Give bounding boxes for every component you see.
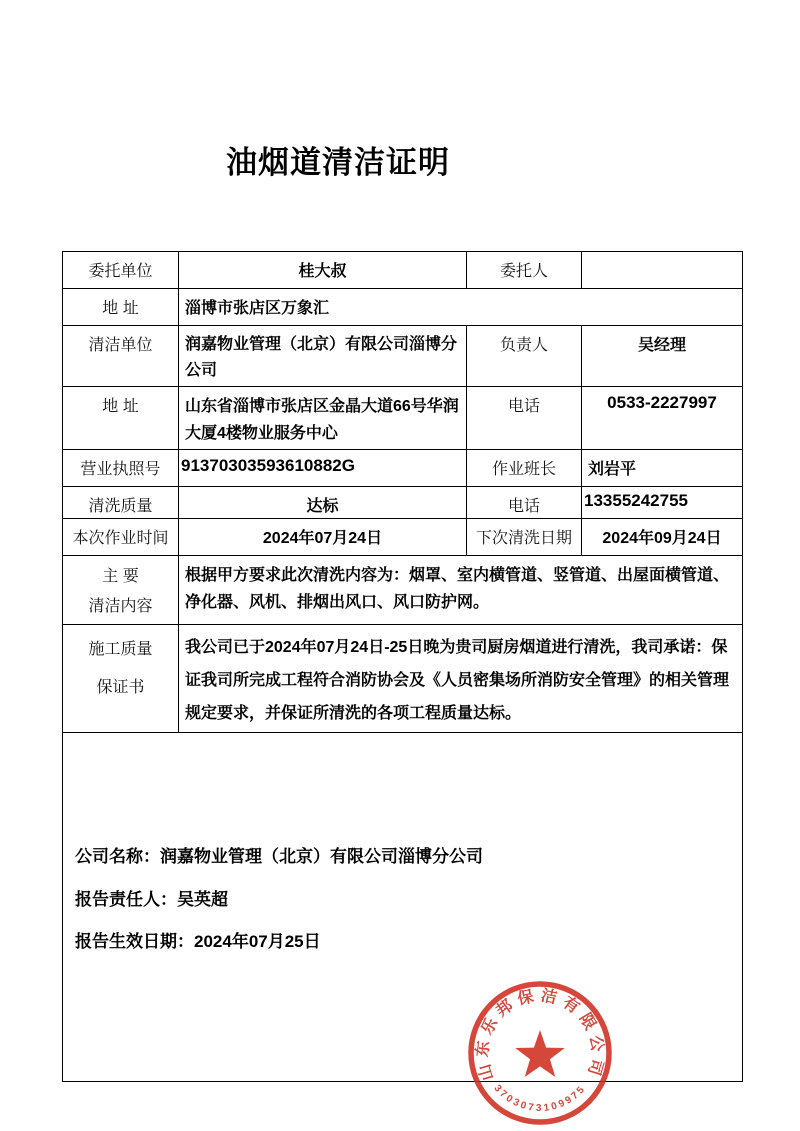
main-content-label-line2: 清洁内容 bbox=[88, 598, 153, 615]
main-content-value: 根据甲方要求此次清洗内容为：烟罩、室内横管道、竖管道、出屋面横管道、净化器、风机、排烟出风口、风口防护网。 bbox=[179, 556, 743, 625]
quality-value: 达标 bbox=[179, 487, 467, 519]
row-cleaner-address bbox=[63, 387, 743, 450]
row-cleaner bbox=[63, 326, 743, 387]
manager-label: 负责人 bbox=[467, 326, 582, 387]
row-guarantee bbox=[63, 625, 743, 733]
work-time-label: 本次作业时间 bbox=[63, 519, 179, 556]
client-value: 桂大叔 bbox=[179, 252, 467, 289]
main-content-label bbox=[63, 556, 179, 625]
row-main-content bbox=[63, 556, 743, 625]
principal-value bbox=[582, 252, 743, 289]
seal-star-icon bbox=[515, 1030, 564, 1077]
next-clean-label: 下次清洗日期 bbox=[467, 519, 582, 556]
license-label: 营业执照号 bbox=[63, 450, 179, 487]
work-time-value: 2024年07月24日 bbox=[179, 519, 467, 556]
cleaner-address-label: 地 址 bbox=[63, 387, 179, 450]
footer-responsible-line: 报告责任人：吴英超 bbox=[75, 890, 228, 909]
cleaner-label: 清洁单位 bbox=[63, 326, 179, 387]
guarantee-label-line2: 保证书 bbox=[96, 679, 145, 696]
foreman-label: 作业班长 bbox=[467, 450, 582, 487]
row-quality bbox=[63, 487, 743, 519]
principal-label: 委托人 bbox=[467, 252, 582, 289]
phone2-value: 13355242755 bbox=[582, 487, 743, 519]
footer-company-line: 公司名称：润嘉物业管理（北京）有限公司淄博分公司 bbox=[75, 847, 483, 866]
license-value: 91370303593610882G bbox=[179, 450, 467, 487]
footer-effective-date-line: 报告生效日期：2024年07月25日 bbox=[75, 932, 321, 951]
cleaner-value: 润嘉物业管理（北京）有限公司淄博分公司 bbox=[179, 326, 467, 387]
info-table bbox=[62, 251, 743, 1082]
row-license bbox=[63, 450, 743, 487]
page-title: 油烟道清洁证明 bbox=[226, 145, 450, 180]
row-client-address bbox=[63, 289, 743, 326]
seal-number-text: 3703073109975 bbox=[491, 1082, 589, 1115]
client-label: 委托单位 bbox=[63, 252, 179, 289]
phone2-label: 电话 bbox=[467, 487, 582, 519]
phone-label: 电话 bbox=[467, 387, 582, 450]
guarantee-value: 我公司已于2024年07月24日-25日晚为贵司厨房烟道进行清洗，我司承诺：保证我司所完成工程符合消防协会及《人员密集场所消防安全管理》的相关管理规定要求，并保证所清洗的各项工程质量达标。 bbox=[179, 625, 743, 733]
row-work-time bbox=[63, 519, 743, 556]
footer-cell bbox=[63, 733, 743, 1082]
row-footer bbox=[63, 733, 743, 1082]
quality-label: 清洗质量 bbox=[63, 487, 179, 519]
foreman-value: 刘岩平 bbox=[582, 450, 743, 487]
seal-company-text: 山东乐邦保洁有限公司 bbox=[474, 987, 606, 1083]
next-clean-value: 2024年09月24日 bbox=[582, 519, 743, 556]
client-address-label: 地 址 bbox=[63, 289, 179, 326]
row-client bbox=[63, 252, 743, 289]
company-seal-stamp bbox=[462, 975, 618, 1131]
guarantee-label bbox=[63, 625, 179, 733]
guarantee-label-line1: 施工质量 bbox=[88, 641, 153, 658]
manager-value: 吴经理 bbox=[582, 326, 743, 387]
main-content-label-line1: 主 要 bbox=[102, 568, 139, 585]
client-address-value: 淄博市张店区万象汇 bbox=[179, 289, 743, 326]
cleaner-address-value: 山东省淄博市张店区金晶大道66号华润大厦4楼物业服务中心 bbox=[179, 387, 467, 450]
phone-value: 0533-2227997 bbox=[582, 387, 743, 450]
